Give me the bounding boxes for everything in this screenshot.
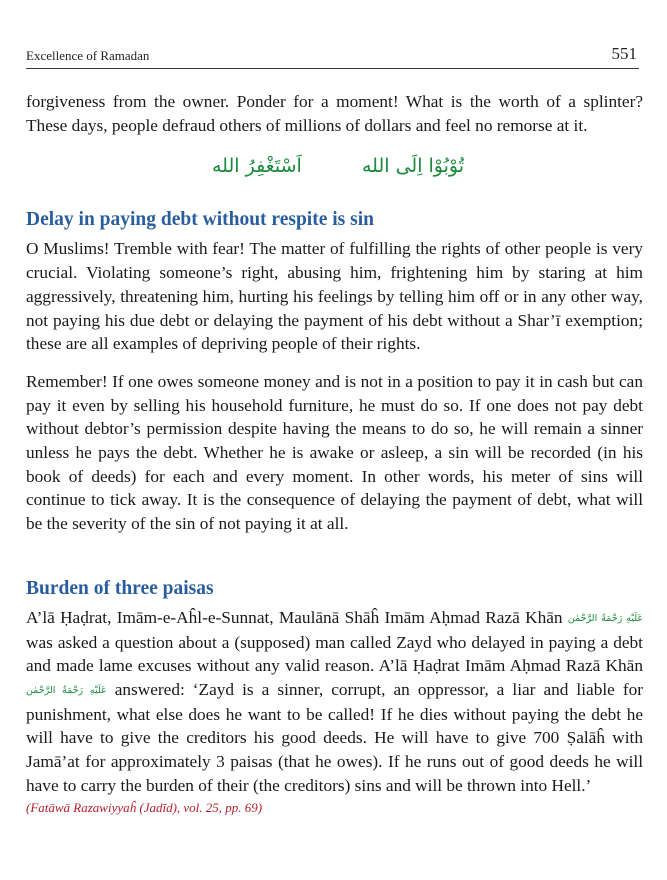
- arabic-astaghfir: اَسْتَغْفِرُ الله: [212, 155, 302, 178]
- honorific-1: عَلَيْهِ رَحْمَةُ الرَّحْمٰن: [567, 612, 644, 624]
- burden-text-b: was asked a question about a (supposed) man called Zayd who delayed in paying a debt and made lame excuses without any valid reason. A’lā Ḥaḍrat Imām Aḥmad Razā Khān: [26, 632, 643, 676]
- burden-text-c: answered: ‘Zayd is a sinner, corrupt, an oppressor, a liar and liable for punishment, what else does he want to be called! If he dies without paying the debt he will have to give the creditors his good deeds. He will have to give 700 Ṣalāĥ with Jamā’at for approximately 3 paisas (that he owes). If he runs out of good deeds he will have to carry the burden of their (the creditors) sins and will be thrown into Hell.’: [26, 679, 643, 795]
- continuation-paragraph: forgiveness from the owner. Ponder for a moment! What is the worth of a splinter? These days, people defraud others of millions of dollars and feel no remorse at it.: [26, 92, 643, 135]
- reference-citation: (Fatāwā Razawiyyaĥ (Jadīd), vol. 25, pp. 69): [26, 800, 263, 816]
- arabic-invocations: [26, 137, 643, 207]
- burden-text-a: A’lā Ḥaḍrat, Imām-e-Aĥl-e-Sunnat, Maulānā Shāĥ Imām Aḥmad Razā Khān: [26, 607, 563, 627]
- running-title: Excellence of Ramadan: [26, 48, 150, 63]
- paragraph-remember: Remember! If one owes someone money and is not in a position to pay it in cash but can pay it even by selling his household furniture, he must do so. If one does not pay debt without debtor’s permission despite having the means to do so, he will remain a sinner unless he pays the debt. Whether he is awake or asleep, a sin will be recorded (in his book of deeds) for each and every moment. In other words, his meter of sins will continue to tick away. It is the consequence of delaying the payment of debt, what will be the severity of the sin of not paying it at all.: [26, 371, 643, 534]
- arabic-tawbu: تُوْبُوْا اِلَى الله: [362, 155, 465, 178]
- section-heading-burden: Burden of three paisas: [26, 577, 214, 599]
- page-body: [26, 90, 643, 817]
- page-number: 551: [611, 44, 637, 63]
- page-header: [26, 42, 639, 69]
- paragraph-rights: O Muslims! Tremble with fear! The matter of fulfilling the rights of other people is very crucial. Violating someone’s right, abusing him, frightening him by staring at him aggressively, threatening him, hurting his feelings by telling him off or in any other way, not paying his due debt or delaying the payment of his debt without a Shar’ī exemption; these are all examples of depriving people of their rights.: [26, 239, 643, 354]
- section-heading-delay: Delay in paying debt without respite is sin: [26, 209, 374, 231]
- paragraph-burden: [26, 606, 643, 798]
- honorific-2: عَلَيْهِ رَحْمَةُ الرَّحْمٰن: [26, 684, 107, 696]
